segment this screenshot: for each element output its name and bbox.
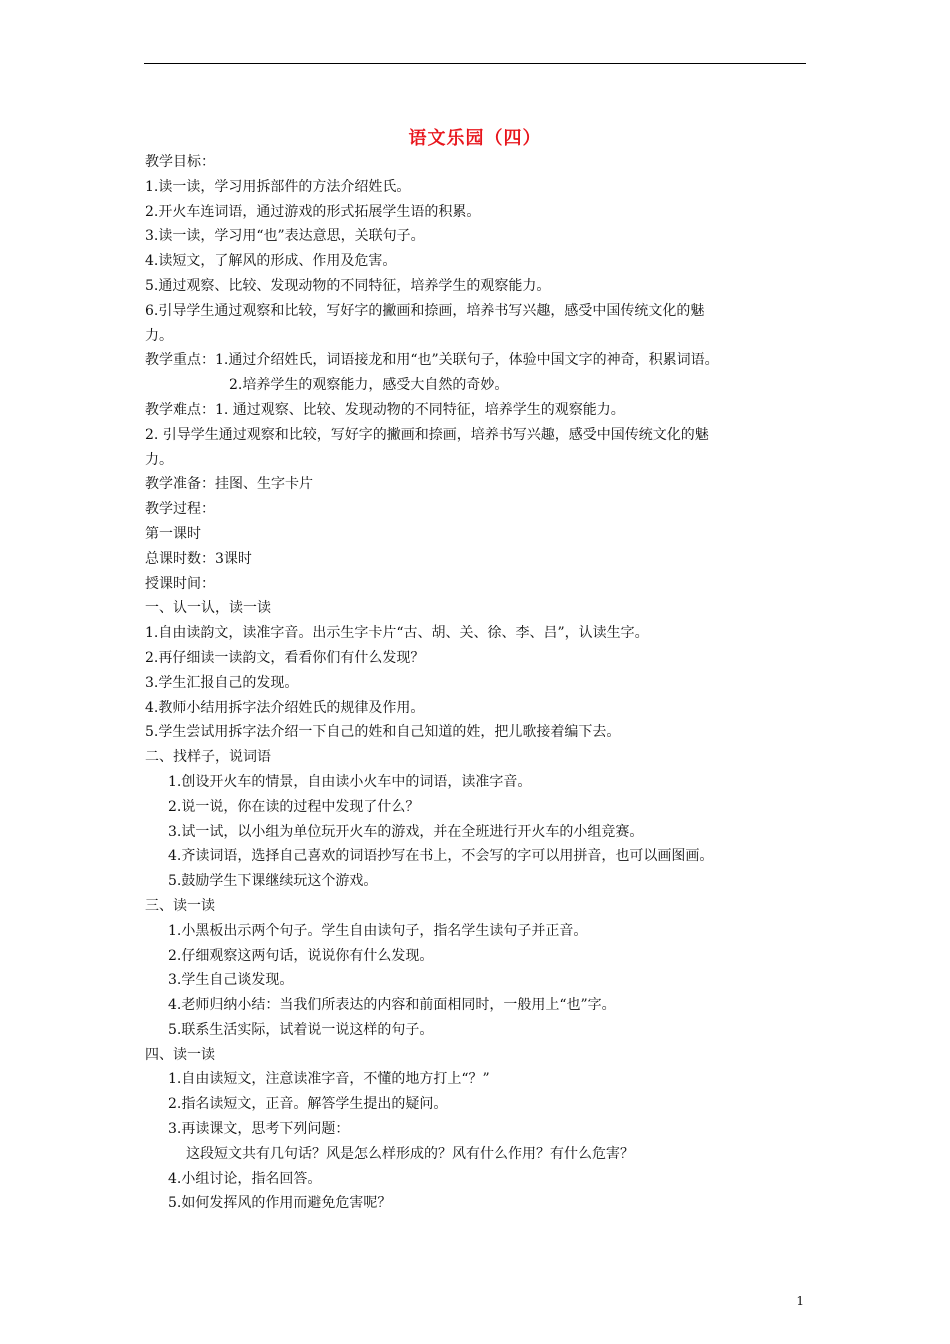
text-line: 5.通过观察、比较、发现动物的不同特征，培养学生的观察能力。 <box>145 277 551 294</box>
text-line: 4.老师归纳小结：当我们所表达的内容和前面相同时，一般用上“也”字。 <box>168 997 616 1014</box>
text-line: 3.读一读，学习用“也”表达意思，关联句子。 <box>145 228 425 245</box>
text-line: 教学重点：1.通过介绍姓氏，词语接龙和用“也”关联句子，体验中国文字的神奇，积累词语。 <box>145 352 719 369</box>
text-line: 这段短文共有几句话？风是怎么样形成的？风有什么作用？有什么危害？ <box>186 1145 634 1162</box>
text-line: 1.读一读，学习用拆部件的方法介绍姓氏。 <box>145 178 411 195</box>
text-line: 5.联系生活实际，试着说一说这样的句子。 <box>168 1021 434 1038</box>
text-line: 5.如何发挥风的作用而避免危害呢？ <box>168 1195 392 1212</box>
text-line: 力。 <box>145 327 173 344</box>
text-line: 1.小黑板出示两个句子。学生自由读句子，指名学生读句子并正音。 <box>168 922 588 939</box>
text-line: 6.引导学生通过观察和比较，写好字的撇画和捺画，培养书写兴趣，感受中国传统文化的魅 <box>145 302 705 319</box>
text-line: 1.自由读韵文，读准字音。出示生字卡片“古、胡、关、徐、李、吕”，认读生字。 <box>145 625 649 642</box>
text-line: 2.再仔细读一读韵文，看看你们有什么发现？ <box>145 649 425 666</box>
text-line: 授课时间： <box>145 575 215 592</box>
text-line: 2. 引导学生通过观察和比较，写好字的撇画和捺画，培养书写兴趣，感受中国传统文化的魅 <box>145 426 709 443</box>
text-line: 二、找样子，说词语 <box>145 749 271 766</box>
text-line: 教学目标： <box>145 154 215 170</box>
text-line: 5.鼓励学生下课继续玩这个游戏。 <box>168 873 378 890</box>
text-line: 一、认一认，读一读 <box>145 600 271 617</box>
text-line: 2.指名读短文，正音。解答学生提出的疑问。 <box>168 1096 448 1113</box>
text-line: 4.小组讨论，指名回答。 <box>168 1170 322 1187</box>
text-line: 2.仔细观察这两句话，说说你有什么发现。 <box>168 947 434 964</box>
text-line: 1.自由读短文，注意读准字音，不懂的地方打上“？” <box>168 1071 490 1088</box>
text-line: 3.学生汇报自己的发现。 <box>145 674 299 691</box>
text-line: 三、读一读 <box>145 897 215 914</box>
text-line: 5.学生尝试用拆字法介绍一下自己的姓和自己知道的姓，把儿歌接着编下去。 <box>145 724 621 741</box>
document-body <box>145 150 815 1216</box>
text-line: 教学过程： <box>145 501 215 518</box>
text-line: 1.创设开火车的情景，自由读小火车中的词语，读准字音。 <box>168 773 532 790</box>
text-line: 4.教师小结用拆字法介绍姓氏的规律及作用。 <box>145 699 425 716</box>
text-line: 2.开火车连词语，通过游戏的形式拓展学生语的积累。 <box>145 203 481 220</box>
header-rule <box>144 63 806 64</box>
page-number: 1 <box>796 1294 804 1308</box>
text-line: 3.再读课文，思考下列问题： <box>168 1121 350 1138</box>
text-line: 四、读一读 <box>145 1046 215 1063</box>
text-line: 2.培养学生的观察能力，感受大自然的奇妙。 <box>229 377 509 394</box>
text-line: 4.齐读词语，选择自己喜欢的词语抄写在书上，不会写的字可以用拼音，也可以画图画。 <box>168 848 714 865</box>
text-line: 教学准备：挂图、生字卡片 <box>145 476 313 493</box>
text-line: 力。 <box>145 451 173 468</box>
text-line: 2.说一说，你在读的过程中发现了什么？ <box>168 798 420 815</box>
text-line: 3.学生自己谈发现。 <box>168 972 294 989</box>
text-line: 总课时数：3课时 <box>145 550 252 567</box>
text-line: 3.试一试，以小组为单位玩开火车的游戏，并在全班进行开火车的小组竞赛。 <box>168 823 644 840</box>
text-line: 第一课时 <box>145 525 201 542</box>
text-line: 教学难点：1. 通过观察、比较、发现动物的不同特征，培养学生的观察能力。 <box>145 401 625 418</box>
document-title: 语文乐园（四） <box>408 128 542 149</box>
text-line: 4.读短文，了解风的形成、作用及危害。 <box>145 253 397 270</box>
